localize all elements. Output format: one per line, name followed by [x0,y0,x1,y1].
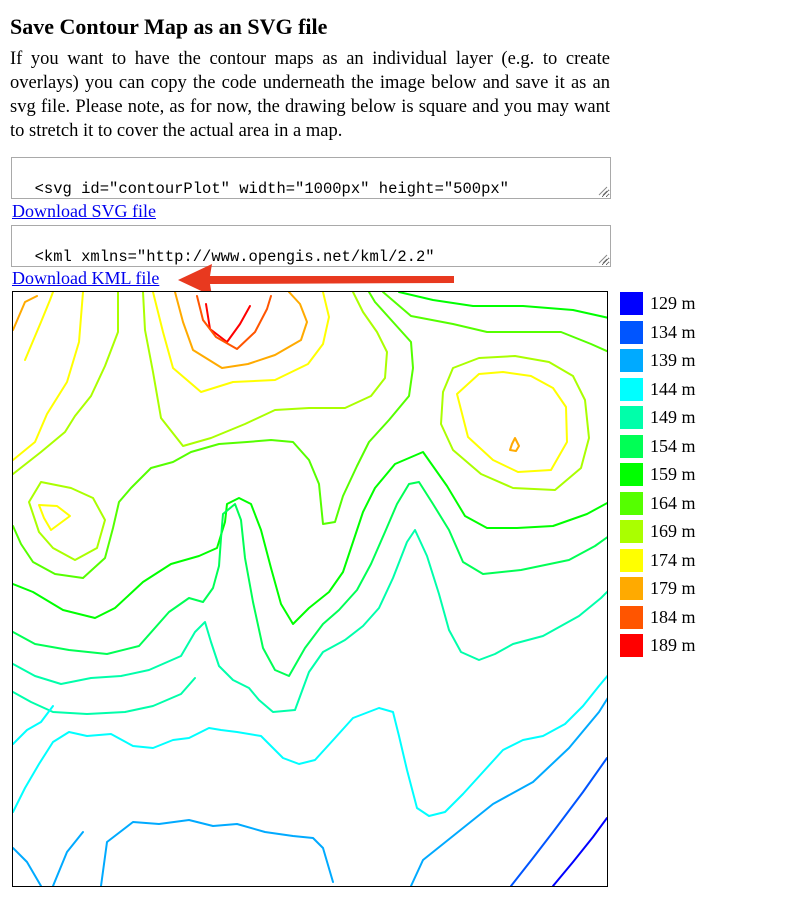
contour-line [511,758,607,886]
contour-line [13,530,607,712]
contour-line [13,482,607,676]
legend-swatch [620,435,643,458]
contour-line [13,706,53,744]
legend-swatch [620,349,643,372]
contour-line [457,372,567,472]
legend-label: 169 m [650,521,696,541]
legend-swatch [620,406,643,429]
contour-line [13,296,37,330]
contour-line [13,452,607,624]
legend-label: 134 m [650,321,696,342]
legend-label: 154 m [650,435,696,456]
kml-code-text: <kml xmlns="http://www.opengis.net/kml/2.2" [34,248,435,266]
contour-plot [12,291,608,887]
legend-swatch [620,492,643,515]
legend-swatch [620,292,643,315]
contour-line [53,832,83,886]
legend-label: 179 m [650,578,696,598]
legend-swatch [620,378,643,401]
legend-label: 139 m [650,350,696,370]
contour-line [13,292,413,578]
contour-line [143,292,387,446]
contour-line [13,674,607,816]
contour-line [13,292,83,460]
contour-line [39,505,70,530]
legend-label: 159 m [650,464,696,484]
download-kml-link[interactable]: Download KML file [12,268,160,288]
legend-swatch [620,577,643,600]
contour-line [206,304,250,342]
contour-line [399,292,607,318]
download-svg-link[interactable]: Download SVG file [12,201,156,221]
legend-label: 189 m [650,635,696,655]
legend-label: 164 m [650,492,696,513]
legend-swatch [620,463,643,486]
legend-label: 149 m [650,407,696,427]
legend-label: 129 m [650,293,696,313]
legend-swatch [620,606,643,629]
contour-line [553,818,607,886]
resize-grip-icon[interactable] [596,252,608,264]
contour-line [29,482,105,560]
legend-swatch [620,634,643,657]
contour-line [101,820,333,886]
contour-line [175,292,307,368]
contour-line [383,292,607,352]
legend-label: 174 m [650,549,696,570]
intro-text: If you want to have the contour maps as an individual layer (e.g. to create overlays) you can copy the code underneath the image below and save it as an svg file. Please note, as for now, the drawing below is square and you may want to stretch it to cover the actual area in a map. [10,49,610,141]
contour-line [13,678,195,714]
resize-grip-icon[interactable] [596,184,608,196]
svg-code-textarea[interactable] [11,157,611,199]
legend-label: 184 m [650,606,696,627]
page-title: Save Contour Map as an SVG file [10,14,328,39]
legend-swatch [620,321,643,344]
legend-label: 144 m [650,378,696,399]
legend-swatch [620,520,643,543]
contour-line [25,292,53,360]
contour-line [13,848,41,886]
legend-swatch [620,549,643,572]
svg-code-text: <svg id="contourPlot" width="1000px" height="500px" [34,180,509,198]
contour-line [510,438,519,451]
